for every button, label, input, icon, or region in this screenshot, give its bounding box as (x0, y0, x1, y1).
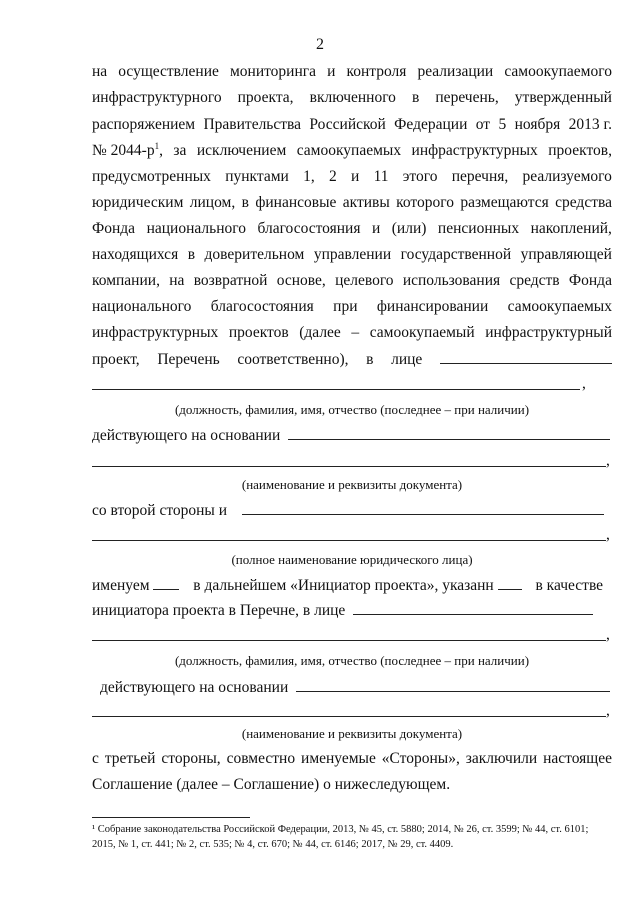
word: национального (92, 298, 192, 315)
word: накоплений, (530, 220, 612, 237)
word: проектов, (548, 142, 612, 159)
document-blank-2[interactable] (296, 677, 610, 692)
caption-document-2: (наименование и реквизиты документа) (241, 726, 463, 741)
word: контроля (346, 63, 407, 80)
word: 11 (373, 168, 389, 185)
word: Перечень (157, 351, 220, 368)
document-blank-line-2[interactable] (92, 716, 606, 717)
closing-line (92, 775, 612, 795)
word: (или) (391, 220, 427, 237)
word: «Стороны», (381, 750, 460, 767)
word: Фонда (568, 272, 612, 289)
word: инфраструктурного (92, 89, 222, 106)
word: Правительства (203, 116, 302, 133)
footnote-line: 2015, № 1, ст. 441; № 2, ст. 535; № 4, ст. 670; № 44, ст. 6146; 2017, № 29, ст. 4409. (92, 839, 454, 850)
word: средств (509, 272, 560, 289)
word: проектов (228, 324, 289, 341)
word: при (333, 298, 358, 315)
word: возвратной (193, 272, 268, 289)
word: благосостояния (257, 220, 361, 237)
word: на (92, 63, 108, 80)
word: государственной (400, 246, 512, 263)
second-party-line (92, 500, 612, 521)
word: со (92, 502, 107, 519)
word: Федерации (394, 116, 468, 133)
footnote-line: ¹ Собрание законодательства Российской Федерации, 2013, № 45, ст. 5880; 2014, № 26, ст. 3599; № 44, ст. 6101; (92, 824, 589, 835)
initiator-representative-blank-line[interactable] (92, 640, 606, 641)
word: и (351, 168, 360, 185)
word: 2013 г. (568, 116, 612, 133)
closing-line (92, 749, 612, 769)
initiator-representative-blank[interactable] (353, 600, 593, 615)
word: основе, (276, 272, 326, 289)
word: Фонда (92, 220, 136, 237)
word: инфраструктурных (92, 324, 219, 341)
word: компании, (92, 272, 160, 289)
word: 1, (303, 168, 315, 185)
word: использования (402, 272, 501, 289)
acting-basis-label-2: действующего на основании (100, 679, 289, 696)
word: третьей (104, 750, 156, 767)
word: настоящее (543, 750, 612, 767)
word: включенного (309, 89, 396, 106)
word: самоокупаемый (369, 324, 475, 341)
paragraph-line (92, 297, 612, 317)
word: управляющей (520, 246, 612, 263)
gender-ending-blank[interactable] (498, 575, 522, 590)
word: самоокупаемых (296, 142, 402, 159)
word: именуемые (301, 750, 376, 767)
word: этого (402, 168, 438, 185)
word: в (241, 194, 249, 211)
word: национального (146, 220, 246, 237)
acting-basis-line-2 (100, 677, 620, 698)
word: самоокупаемых (507, 298, 612, 315)
page-number: 2 (316, 36, 324, 53)
legal-entity-blank-line[interactable] (92, 540, 606, 541)
word: № $2044-р^1$, (92, 140, 163, 159)
word: 5 (498, 116, 507, 133)
legal-entity-blank[interactable] (242, 500, 604, 515)
word: доверительном (204, 246, 305, 263)
caption-position-name-2: (должность, фамилия, имя, отчество (последнее – при наличии) (174, 653, 530, 668)
word: за (173, 142, 187, 159)
word: 2 (328, 168, 337, 185)
word: средства (555, 194, 612, 211)
word: управлении (313, 246, 392, 263)
word: которого (396, 194, 454, 211)
document-blank-line[interactable] (92, 466, 606, 467)
representative-blank-line[interactable] (92, 389, 580, 390)
named-text-3: в качестве (535, 577, 604, 594)
word: на (169, 272, 185, 289)
word: размещаются (460, 194, 549, 211)
word: в (187, 246, 196, 263)
paragraph-line (92, 323, 612, 343)
word: пунктами (225, 168, 289, 185)
word: осуществление (118, 63, 219, 80)
document-blank[interactable] (288, 425, 610, 440)
caption-document: (наименование и реквизиты документа) (241, 477, 463, 492)
word: реализации (417, 63, 494, 80)
caption-position-name: (должность, фамилия, имя, отчество (последнее – при наличии) (174, 402, 530, 417)
word: инфраструктурный (485, 324, 612, 341)
word: пенсионных (437, 220, 520, 237)
word: в (366, 351, 374, 368)
word: Соглашение (далее – Соглашение) о нижеследующем. (92, 776, 451, 793)
paragraph-line (92, 115, 612, 135)
comma: , (606, 702, 610, 719)
paragraph-line (92, 141, 612, 161)
word: второй (110, 502, 156, 519)
gender-ending-blank[interactable] (153, 575, 179, 590)
word: – (351, 324, 360, 341)
word: лицом, (189, 194, 236, 211)
word: самоокупаемого (504, 63, 612, 80)
word: исключением (196, 142, 287, 159)
word: и (371, 220, 381, 237)
word: и (327, 63, 336, 80)
word: находящихся (92, 246, 179, 263)
word: мониторинга (229, 63, 317, 80)
word: лице (391, 351, 423, 368)
representative-blank[interactable] (440, 349, 612, 364)
word: № 2044-р (92, 142, 155, 159)
comma: , (606, 452, 610, 469)
word: перечень, (435, 89, 499, 106)
paragraph-line (92, 88, 612, 108)
footnote-reference: 1 (154, 140, 160, 151)
named-line (92, 575, 612, 596)
paragraph-line (92, 271, 612, 291)
paragraph-line (92, 219, 612, 239)
in-person-line (92, 349, 612, 370)
acting-basis-line (92, 425, 612, 446)
word: ноября (514, 116, 561, 133)
comma: , (582, 375, 586, 392)
footnote-separator (92, 817, 250, 818)
caption-legal-entity: (полное наименование юридического лица) (231, 552, 473, 567)
word: перечня, (451, 168, 509, 185)
word: юридическим (92, 194, 184, 211)
paragraph-line (92, 245, 612, 265)
initiator-line (92, 600, 612, 621)
paragraph-line (92, 62, 612, 82)
paragraph-line (92, 167, 612, 187)
word: активы (342, 194, 390, 211)
word: с (92, 750, 99, 767)
word: (далее (299, 324, 341, 341)
word: проекта, (237, 89, 294, 106)
word: благосостояния (210, 298, 314, 315)
acting-basis-label: действующего на основании (92, 427, 281, 444)
word: и (218, 502, 228, 519)
word: стороны, (161, 750, 221, 767)
word: совместно (226, 750, 296, 767)
word: реализуемого (522, 168, 612, 185)
word: в (412, 89, 420, 106)
word: финансировании (376, 298, 489, 315)
comma: , (606, 526, 610, 543)
word: финансовые (255, 194, 337, 211)
comma: , (606, 626, 610, 643)
word: заключили (465, 750, 538, 767)
word: предусмотренных (92, 168, 211, 185)
word: целевого (335, 272, 394, 289)
word: Российской (309, 116, 386, 133)
word: стороны (159, 502, 215, 519)
initiator-label: инициатора проекта в Перечне, в лице (92, 602, 346, 619)
word: от (475, 116, 491, 133)
word: распоряжением (92, 116, 196, 133)
word: проект, (92, 351, 140, 368)
word: соответственно), (237, 351, 349, 368)
named-text-1: именуем (92, 577, 150, 594)
paragraph-line (92, 193, 612, 213)
word: инфраструктурных (411, 142, 538, 159)
word: утвержденный (514, 89, 612, 106)
named-text-2: в дальнейшем «Инициатор проекта», указанн (193, 577, 494, 594)
